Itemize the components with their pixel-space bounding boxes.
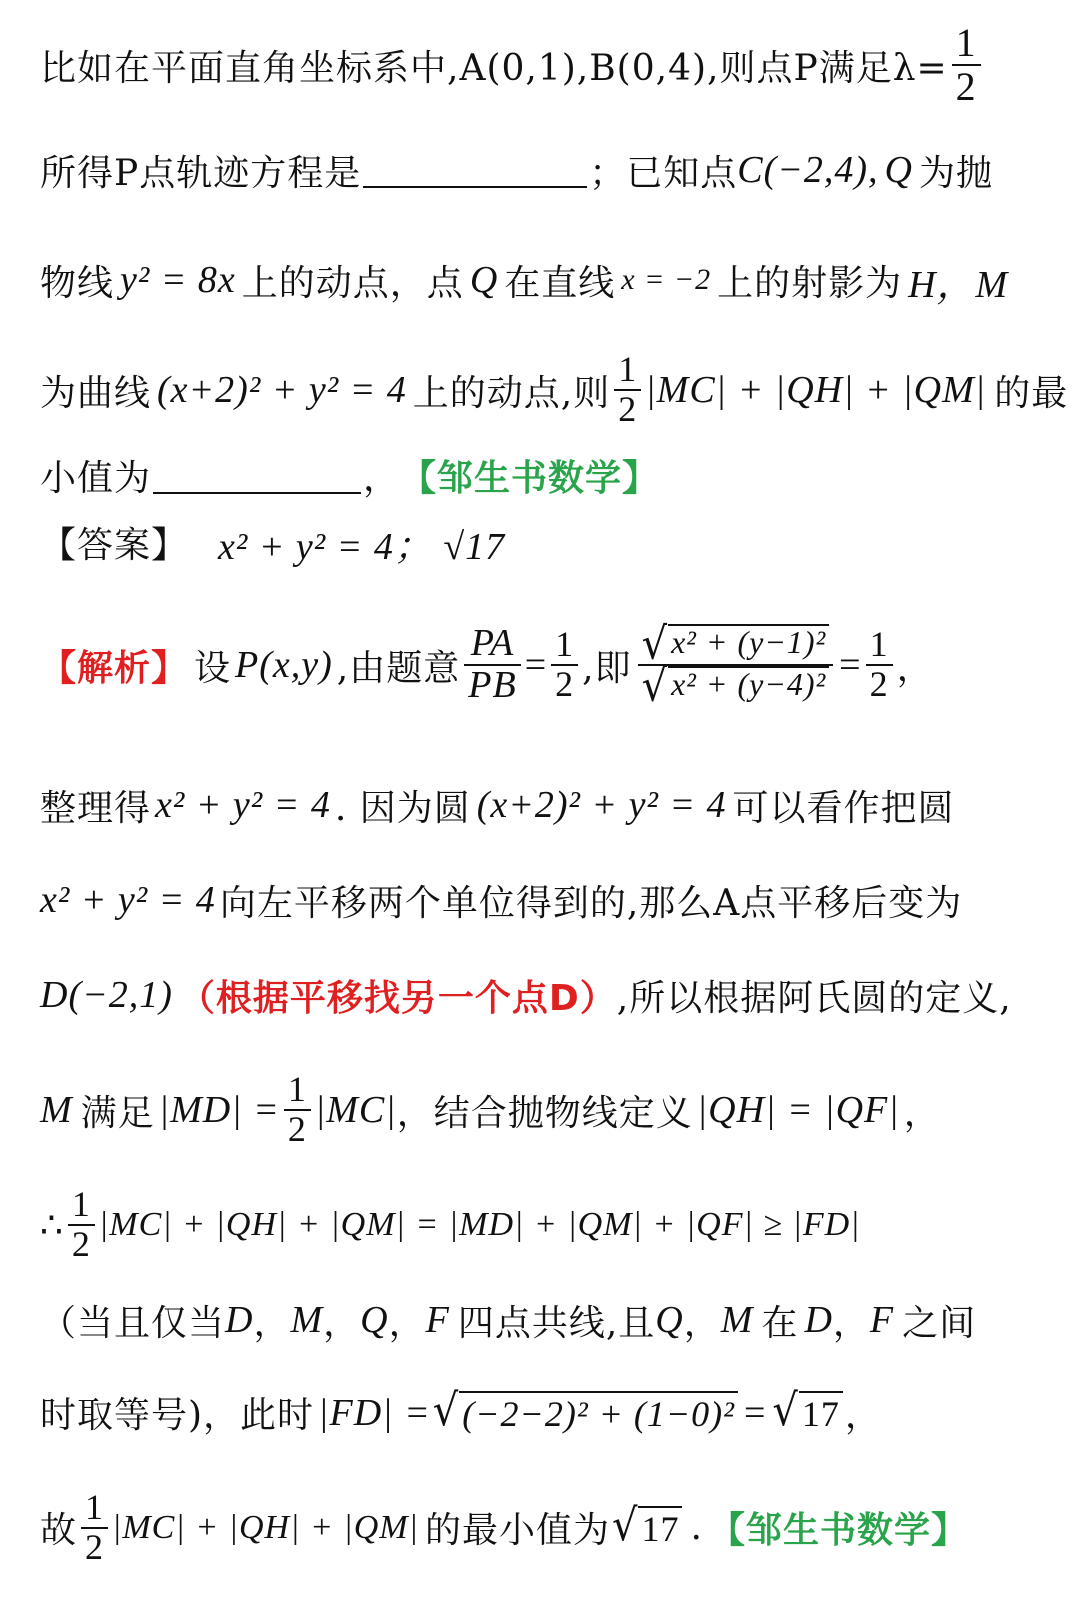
text: ,由题意 <box>336 647 461 689</box>
text: 时取等号)，此时 <box>40 1395 315 1436</box>
analysis-line-9 <box>40 1480 1050 1575</box>
analysis-line-8 <box>40 1380 1050 1445</box>
numerator: 1 <box>618 349 638 390</box>
text: （当且仅当 <box>40 1302 226 1344</box>
text: 向左平移两个单位得到的,那么A点平移后变为 <box>219 882 963 924</box>
text: 满足 <box>80 1092 155 1134</box>
fraction-half <box>284 1071 311 1149</box>
fraction-half <box>68 1186 95 1264</box>
fraction-pa-pb <box>464 624 520 706</box>
text: 整理得 <box>40 787 152 829</box>
therefore-symbol: ∴ <box>40 1204 64 1246</box>
text: ；已知点 <box>589 152 738 194</box>
math-md: |MD| = <box>158 1089 280 1131</box>
fraction-distance-ratio <box>636 618 836 712</box>
problem-line-5 <box>40 448 1050 503</box>
numerator: PA <box>470 622 515 665</box>
hint-red: （根据平移找另一个点D） <box>178 977 617 1019</box>
denominator: 2 <box>81 1527 108 1567</box>
numerator: 1 <box>287 1069 307 1110</box>
math-f: F <box>425 1299 450 1341</box>
denominator: PB <box>464 664 520 706</box>
answer-blank-2[interactable] <box>153 458 361 494</box>
equals: = <box>524 644 548 686</box>
math-inequality: |MC| + |QH| + |QM| = |MD| + |QM| + |QF| ≥ |FD| <box>98 1206 861 1243</box>
fraction-half <box>614 351 641 429</box>
math-qh-qf: |QH| = |QF| <box>696 1089 900 1131</box>
math-q: Q <box>469 259 499 301</box>
problem-line-2 <box>40 140 1050 200</box>
math-fd: |FD| = <box>318 1391 431 1434</box>
analysis-line-1 <box>40 610 1050 720</box>
text: 四点共线,且 <box>457 1302 656 1344</box>
text: 小值为 <box>40 458 152 499</box>
math-circle: x² + y² = 4 <box>40 879 216 921</box>
analysis-line-4 <box>40 965 1050 1025</box>
fraction-half <box>551 626 578 704</box>
math-expression: |MC| + |QH| + |QM| <box>645 369 987 411</box>
analysis-line-2 <box>40 775 1050 835</box>
text: 物线 <box>40 262 115 304</box>
numerator: 1 <box>869 624 889 665</box>
radical-sign: √ <box>641 618 669 670</box>
radical-sign: √ <box>432 1385 460 1436</box>
equals: = <box>743 1391 767 1434</box>
fraction-half <box>952 22 981 108</box>
watermark-label: 【邹生书数学】 <box>708 1510 968 1551</box>
numerator: 1 <box>71 1184 91 1225</box>
answer-label: 【答案】 <box>40 525 189 566</box>
problem-line-1 <box>40 20 1050 110</box>
text: 之间 <box>902 1302 977 1344</box>
fraction-half <box>81 1486 108 1567</box>
text: ， <box>363 458 401 499</box>
watermark-label: 【邹生书数学】 <box>400 458 660 499</box>
math-mc: |MC| <box>314 1089 397 1131</box>
analysis-line-6 <box>40 1180 1050 1270</box>
math-d: D <box>225 1299 254 1341</box>
math-q: Q <box>360 1299 389 1341</box>
radicand: 17 <box>799 1391 843 1435</box>
math-f: F <box>869 1299 895 1341</box>
math-circle-shifted: (x+2)² + y² = 4 <box>476 784 727 826</box>
radical-sign: √ <box>611 1500 639 1551</box>
analysis-line-7 <box>40 1290 1050 1350</box>
analysis-line-3 <box>40 870 1050 930</box>
answer-blank-1[interactable] <box>363 152 587 188</box>
math-point-d: D(−2,1) <box>40 974 173 1016</box>
sqrt-17 <box>772 1385 843 1436</box>
math-expression: |MC| + |QH| + |QM| <box>112 1508 419 1546</box>
denominator: 2 <box>866 664 893 704</box>
separator: ， <box>253 1302 291 1344</box>
text: ，结合抛物线定义 <box>396 1092 693 1134</box>
text: 上的动点，点 <box>241 262 464 304</box>
text: 所得P点轨迹方程是 <box>40 152 362 194</box>
equals: = <box>839 644 862 686</box>
radicand: (−2−2)² + (1−0)² <box>459 1391 738 1435</box>
text: ， <box>903 1092 941 1134</box>
denominator: 2 <box>284 1109 311 1149</box>
text: 可以看作把圆 <box>732 787 955 829</box>
text: 的最 <box>994 372 1069 414</box>
problem-line-3 <box>40 250 1050 310</box>
math-circle: x² + y² = 4 <box>155 784 331 826</box>
math-m: M <box>290 1299 324 1341</box>
sqrt-numerator <box>638 618 834 670</box>
math-line: x = −2 <box>621 263 712 296</box>
math-m: M <box>40 1089 73 1131</box>
text: 在直线 <box>504 262 616 304</box>
radicand: 17 <box>638 1506 682 1550</box>
text: ， <box>844 1395 882 1436</box>
sqrt-17 <box>611 1500 683 1551</box>
math-parabola: y² = 8x <box>120 259 236 301</box>
math-m: M <box>720 1299 754 1341</box>
math-point-p: P(x,y) <box>235 644 333 686</box>
text: ， <box>896 647 934 689</box>
separator: ， <box>832 1302 870 1344</box>
text: ,所以根据阿氏圆的定义, <box>616 977 1012 1019</box>
sqrt-denominator <box>638 660 834 712</box>
text: 为抛 <box>919 152 994 194</box>
math-h-m: H，M <box>908 263 1009 306</box>
math-point-c: C(−2,4), <box>737 149 879 191</box>
math-circle: (x+2)² + y² = 4 <box>157 369 407 411</box>
math-q: Q <box>884 149 913 191</box>
separator: ， <box>388 1302 426 1344</box>
numerator: 1 <box>555 624 575 665</box>
analysis-line-5 <box>40 1065 1050 1155</box>
analysis-label: 【解析】 <box>40 647 189 689</box>
problem-line-4 <box>40 345 1069 435</box>
radical-sign: √ <box>641 660 669 712</box>
sqrt-distance <box>432 1385 738 1436</box>
answer-line <box>40 515 1050 570</box>
radicand: x² + (y−1)² <box>668 624 829 664</box>
separator: ， <box>323 1302 361 1344</box>
denominator: 2 <box>614 389 641 429</box>
radicand: x² + (y−4)² <box>668 666 829 706</box>
text: 的最小值为 <box>424 1510 610 1551</box>
text: 比如在平面直角坐标系中,A(0,1),B(0,4),则点P满足λ= <box>40 47 948 89</box>
answer-value: x² + y² = 4； √17 <box>218 526 506 568</box>
text: 在 <box>761 1302 799 1344</box>
numerator: 1 <box>85 1486 105 1527</box>
denominator: 2 <box>68 1224 95 1264</box>
text: . 因为圆 <box>334 787 471 829</box>
radical-sign: √ <box>772 1385 799 1436</box>
text: 故 <box>40 1510 78 1551</box>
text: 上的动点,则 <box>412 372 611 414</box>
numerator: 1 <box>955 20 977 65</box>
text: 设 <box>194 647 232 689</box>
text: 为曲线 <box>40 372 152 414</box>
text: . <box>690 1507 703 1548</box>
math-q: Q <box>655 1299 684 1341</box>
math-d: D <box>804 1299 833 1341</box>
separator: ， <box>683 1302 721 1344</box>
text: ,即 <box>582 647 632 689</box>
denominator: 2 <box>551 664 578 704</box>
denominator: 2 <box>952 64 981 108</box>
text: 上的射影为 <box>717 262 903 304</box>
fraction-half <box>866 626 893 704</box>
